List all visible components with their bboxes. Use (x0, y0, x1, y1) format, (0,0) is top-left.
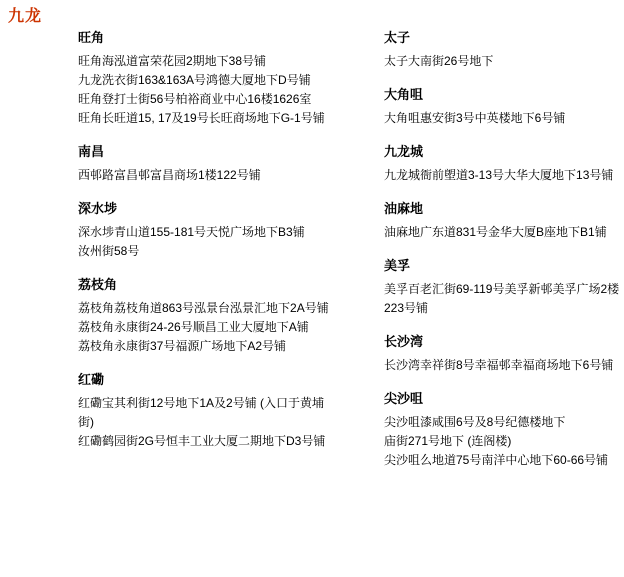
store-address: 红磡鹤园街2G号恒丰工业大厦二期地下D3号铺 (78, 434, 326, 448)
district-group (78, 142, 332, 185)
store-address: 荔枝角永康街37号福源广场地下A2号铺 (78, 339, 287, 353)
store-address: 汝州街58号 (78, 244, 140, 258)
store-address: 西邨路富昌邨富昌商场1楼122号铺 (78, 168, 261, 182)
store-address: 大角咀惠安街3号中英楼地下6号铺 (384, 111, 566, 125)
district-group (78, 370, 332, 451)
district-name: 美孚 (384, 258, 411, 273)
district-name: 深水埗 (78, 201, 118, 216)
store-address: 尖沙咀漆咸围6号及8号纪德楼地下 (384, 415, 566, 429)
district-name: 太子 (384, 30, 411, 45)
district-group (78, 199, 332, 261)
store-address: 旺角登打士街56号柏裕商业中心16楼1626室 (78, 92, 312, 106)
district-group (384, 142, 624, 185)
district-name: 油麻地 (384, 201, 424, 216)
store-address: 尖沙咀么地道75号南洋中心地下60-66号铺 (384, 453, 609, 467)
page-title: 九龙 (8, 8, 43, 25)
district-name: 九龙城 (384, 144, 424, 159)
store-column-right (332, 28, 624, 484)
district-name: 旺角 (78, 30, 105, 45)
store-address: 庙街271号地下 (连阁楼) (384, 434, 512, 448)
district-group (78, 275, 332, 356)
district-group (384, 389, 624, 470)
district-name: 长沙湾 (384, 334, 424, 349)
store-address: 旺角长旺道15, 17及19号长旺商场地下G-1号铺 (78, 111, 325, 125)
store-address: 油麻地广东道831号金华大厦B座地下B1铺 (384, 225, 607, 239)
store-address: 美孚百老汇街69-119号美孚新邨美孚广场2楼223号铺 (384, 282, 620, 315)
store-address: 太子大南街26号地下 (384, 54, 494, 68)
district-name: 荔枝角 (78, 277, 118, 292)
store-address: 深水埗青山道155-181号天悦广场地下B3铺 (78, 225, 305, 239)
district-group (384, 256, 624, 318)
store-column-left (0, 28, 332, 465)
district-group (78, 28, 332, 128)
district-group (384, 199, 624, 242)
store-address: 旺角海泓道富荣花园2期地下38号铺 (78, 54, 267, 68)
district-group (384, 332, 624, 375)
store-address: 九龙洗衣街163&163A号鸿德大厦地下D号铺 (78, 73, 311, 87)
store-columns (0, 28, 624, 484)
district-name: 红磡 (78, 372, 105, 387)
store-address: 荔枝角永康街24-26号顺昌工业大厦地下A铺 (78, 320, 309, 334)
district-name: 尖沙咀 (384, 391, 424, 406)
district-group (384, 28, 624, 71)
store-address: 荔枝角荔枝角道863号泓景台泓景汇地下2A号铺 (78, 301, 329, 315)
district-name: 大角咀 (384, 87, 424, 102)
store-address: 红磡宝其利街12号地下1A及2号铺 (入口于黄埔街) (78, 396, 325, 429)
district-group (384, 85, 624, 128)
store-address: 长沙湾幸祥街8号幸福邨幸福商场地下6号铺 (384, 358, 614, 372)
store-address: 九龙城衙前塱道3-13号大华大厦地下13号铺 (384, 168, 614, 182)
district-name: 南昌 (78, 144, 105, 159)
